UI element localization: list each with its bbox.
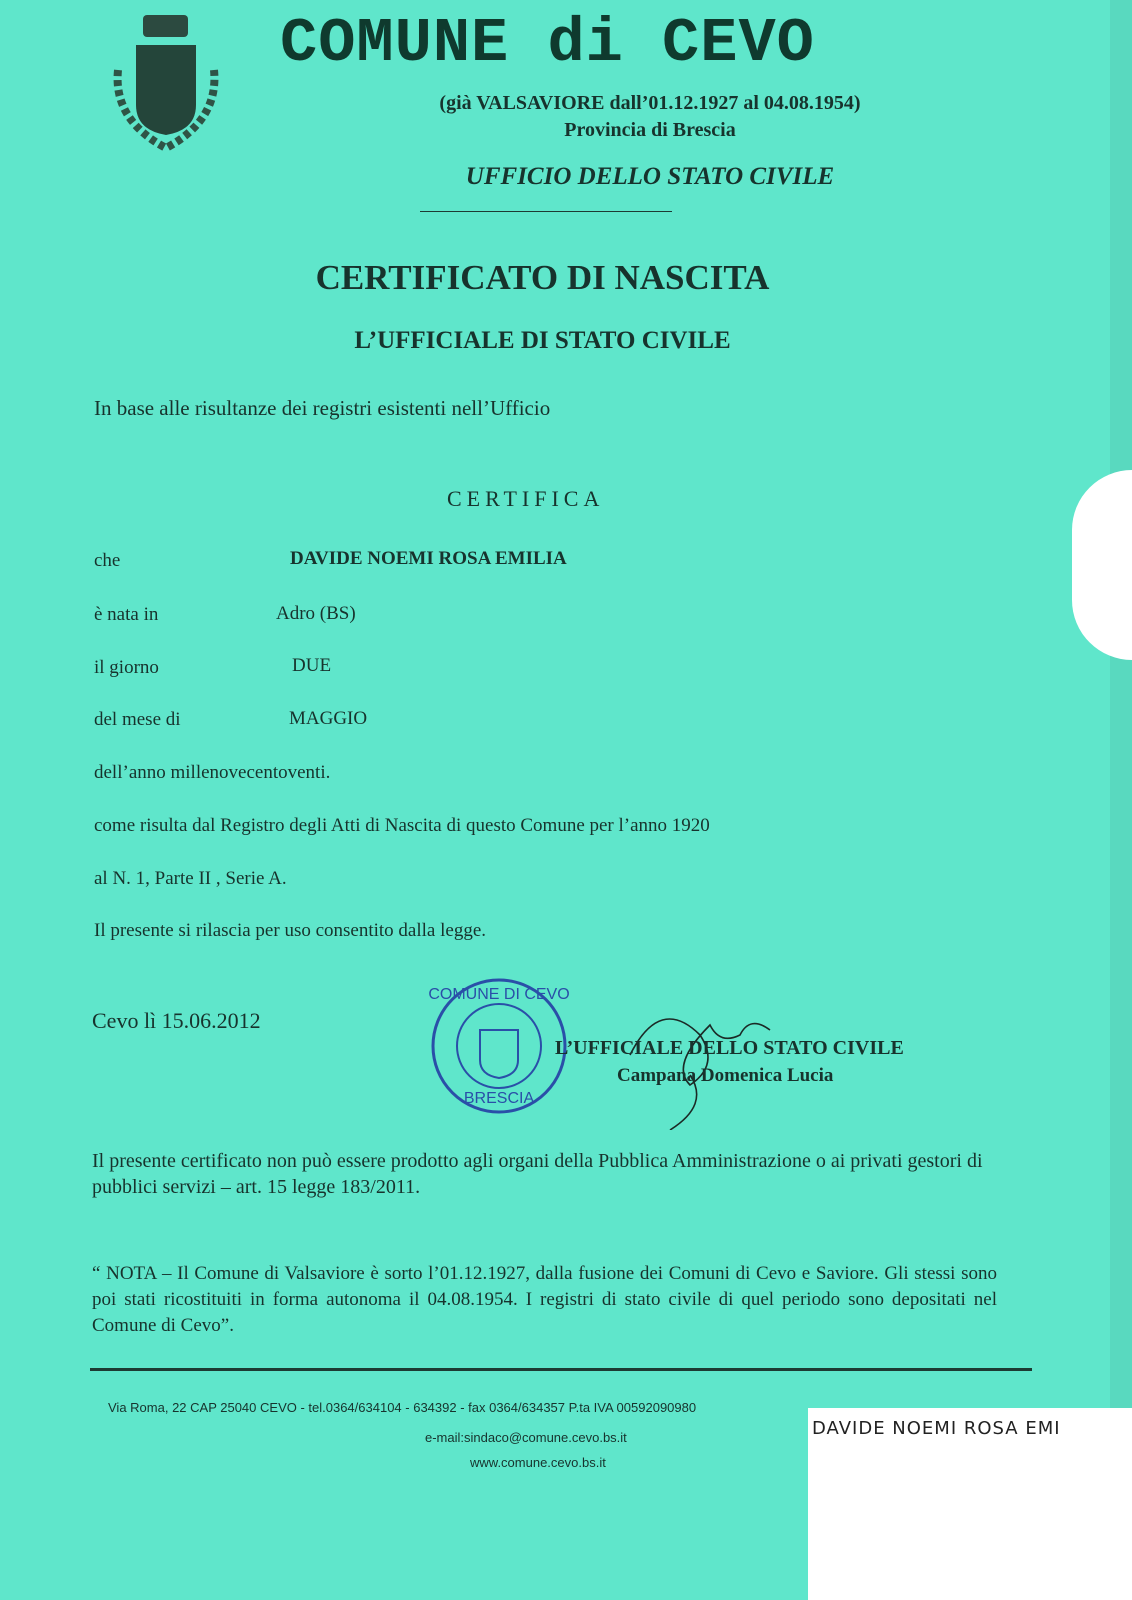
field-label: del mese di — [94, 709, 181, 730]
footer-email: e-mail:sindaco@comune.cevo.bs.it — [425, 1430, 627, 1445]
place-date: Cevo lì 15.06.2012 — [92, 1008, 261, 1033]
disclaimer: Il presente certificato non può essere prodotto agli organi della Pubblica Amministrazione o ai privati gestori di pubblici servizi – art. 15 legge 183/2011. — [92, 1150, 983, 1198]
birth-place: Adro (BS) — [276, 603, 356, 624]
coat-of-arms-emblem — [98, 10, 233, 155]
usage-line: Il presente si rilascia per uso consentito dalla legge. — [94, 920, 487, 941]
signature — [620, 995, 800, 1130]
folder-cutout — [1072, 470, 1132, 660]
intro-text: In base alle risultanze dei registri esistenti nell’Ufficio — [94, 396, 551, 420]
page-edge — [1110, 0, 1132, 1600]
footer-rule — [90, 1368, 1032, 1371]
official-stamp — [428, 975, 570, 1117]
field-label: il giorno — [94, 657, 159, 678]
signature-name: Campana Domenica Lucia — [617, 1065, 834, 1086]
birth-day: DUE — [292, 655, 332, 676]
birth-year: dell’anno millenovecentoventi. — [94, 762, 331, 783]
full-name: DAVIDE NOEMI ROSA EMILIA — [290, 548, 567, 569]
province: Provincia di Brescia — [564, 119, 736, 141]
divider — [420, 211, 672, 212]
municipality-title: COMUNE di CEVO — [280, 8, 815, 79]
svg-text:BRESCIA: BRESCIA — [463, 1090, 535, 1107]
birth-month: MAGGIO — [289, 708, 368, 729]
signature-title: L’UFFICIALE DELLO STATO CIVILE — [555, 1037, 904, 1059]
footer-address: Via Roma, 22 CAP 25040 CEVO - tel.0364/634104 - 634392 - fax 0364/634357 P.ta IVA 00592090980 — [108, 1400, 697, 1415]
office-name: UFFICIO DELLO STATO CIVILE — [465, 163, 835, 190]
field-label: che — [94, 550, 121, 571]
certifies-label: CERTIFICA — [447, 486, 605, 511]
svg-text:COMUNE DI CEVO: COMUNE DI CEVO — [428, 986, 570, 1003]
act-number: al N. 1, Parte II , Serie A. — [94, 868, 287, 889]
footer-website: www.comune.cevo.bs.it — [470, 1455, 606, 1470]
former-name-note: (già VALSAVIORE dall’01.12.1927 al 04.08.1954) — [439, 92, 861, 114]
document-heading: CERTIFICATO DI NASCITA — [315, 258, 770, 297]
register-line: come risulta dal Registro degli Atti di Nascita di questo Comune per l’anno 1920 — [94, 815, 710, 836]
field-label: è nata in — [94, 604, 159, 625]
officer-heading: L’UFFICIALE DI STATO CIVILE — [354, 327, 731, 354]
historical-note: “ NOTA – Il Comune di Valsaviore è sorto l’01.12.1927, dalla fusione dei Comuni di Cevo e Saviore. Gli stessi sono poi stati ricostituiti in forma autonoma il 04.08.1954. I registri di stato civile di quel periodo sono depositati nel Comune di Cevo”. — [92, 1263, 997, 1336]
handwritten-name: DAVIDE NOEMI ROSA EMI — [812, 1418, 1061, 1439]
